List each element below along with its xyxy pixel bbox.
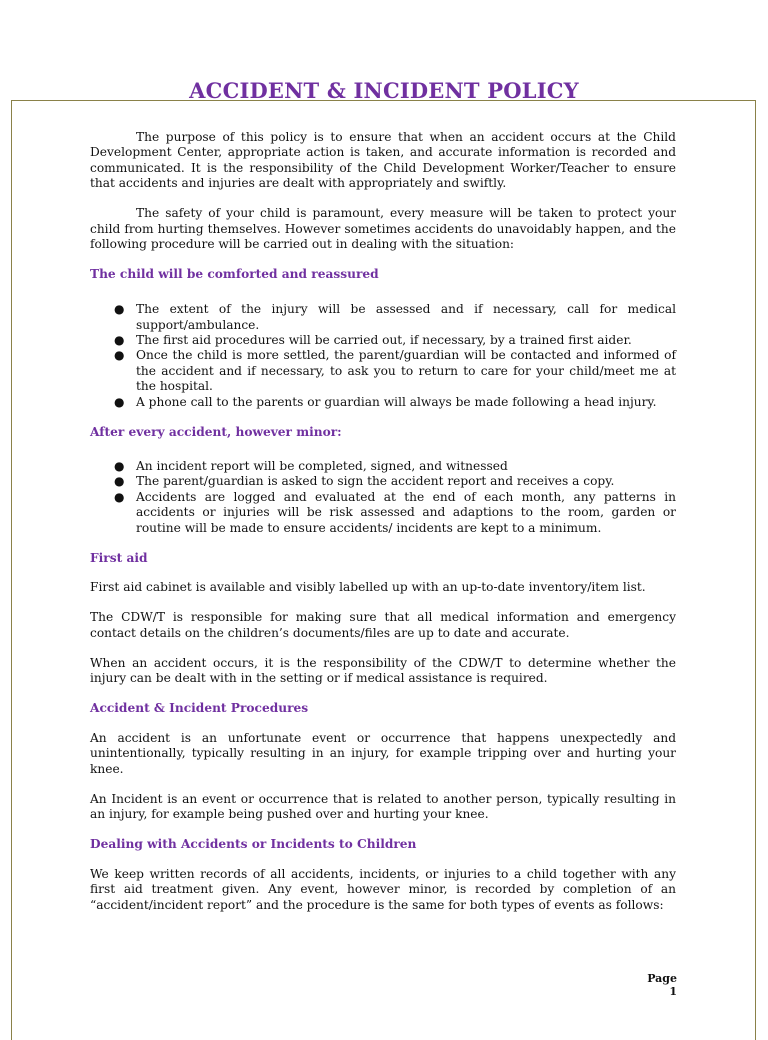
list-item — [90, 302, 676, 333]
comforted-list — [90, 302, 676, 410]
list-item-text: The first aid procedures will be carried out, if necessary, by a trained first aider. — [136, 333, 632, 348]
list-item-text: Accidents are logged and evaluated at the end of each month, any patterns in accidents or injuries will be risk assessed and adaptions to the room, garden or routine will be made to ensure accidents/ incidents are kept to a minimum. — [136, 489, 676, 535]
document-title: ACCIDENT & INCIDENT POLICY — [189, 78, 579, 103]
list-item-text: Once the child is more settled, the parent/guardian will be contacted and informed of the accident and if necessary, to ask you to return to care for your child/meet me at the hospital. — [136, 348, 676, 394]
first-aid-paragraph: First aid cabinet is available and visibly labelled up with an up-to-date inventory/item list. — [90, 580, 646, 595]
section-heading-procedures: Accident & Incident Procedures — [90, 700, 309, 715]
list-item — [90, 459, 676, 474]
section-heading-first-aid: First aid — [90, 550, 148, 565]
list-item — [90, 333, 676, 348]
list-item-text: The extent of the injury will be assessed and if necessary, call for medical support/ambulance. — [136, 302, 676, 332]
after-accident-list — [90, 459, 676, 536]
bullet-icon: ● — [114, 302, 125, 317]
document-body — [90, 130, 676, 928]
list-item — [90, 490, 676, 536]
list-item-text: An incident report will be completed, signed, and witnessed — [136, 459, 508, 473]
bullet-icon: ● — [114, 489, 125, 504]
section-heading-after-accident: After every accident, however minor: — [90, 424, 342, 439]
first-aid-paragraph: When an accident occurs, it is the responsibility of the CDW/T to determine whether the injury can be dealt with in the setting or if medical assistance is required. — [90, 655, 676, 686]
dealing-paragraph: We keep written records of all accidents, incidents, or injuries to a child together with any first aid treatment given. Any event, however minor, is recorded by completion of an “accident/incident report” and the procedure is the same for both types of events as follows: — [90, 866, 676, 912]
bullet-icon: ● — [114, 474, 125, 489]
list-item — [90, 348, 676, 394]
bullet-icon: ● — [114, 348, 125, 363]
bullet-icon: ● — [114, 333, 125, 348]
procedures-paragraph: An accident is an unfortunate event or occurrence that happens unexpectedly and unintentionally, typically resulting in an injury, for example tripping over and hurting your knee. — [90, 730, 676, 776]
section-heading-dealing: Dealing with Accidents or Incidents to Children — [90, 836, 417, 851]
bullet-icon: ● — [114, 394, 125, 409]
procedures-paragraph: An Incident is an event or occurrence that is related to another person, typically resulting in an injury, for example being pushed over and hurting your knee. — [90, 791, 676, 821]
first-aid-paragraph: The CDW/T is responsible for making sure that all medical information and emergency contact details on the children’s documents/files are up to date and accurate. — [90, 610, 676, 640]
list-item-text: The parent/guardian is asked to sign the accident report and receives a copy. — [136, 474, 615, 489]
section-heading-comforted: The child will be comforted and reassured — [90, 266, 379, 281]
list-item — [90, 395, 676, 410]
bullet-icon: ● — [114, 459, 125, 473]
list-item — [90, 474, 676, 489]
intro-paragraph: The purpose of this policy is to ensure that when an accident occurs at the Child Development Center, appropriate action is taken, and accurate information is recorded and communicated. It is the responsibility of the Child Development Worker/Teacher to ensure that accidents and injuries are dealt with appropriately and swiftly. — [90, 130, 676, 191]
page-number: Page 1 — [647, 972, 677, 998]
list-item-text: A phone call to the parents or guardian will always be made following a head injury. — [136, 394, 657, 409]
intro-paragraph: The safety of your child is paramount, every measure will be taken to protect your child from hurting themselves. However sometimes accidents do unavoidably happen, and the following procedure will be carried out in dealing with the situation: — [90, 206, 676, 251]
